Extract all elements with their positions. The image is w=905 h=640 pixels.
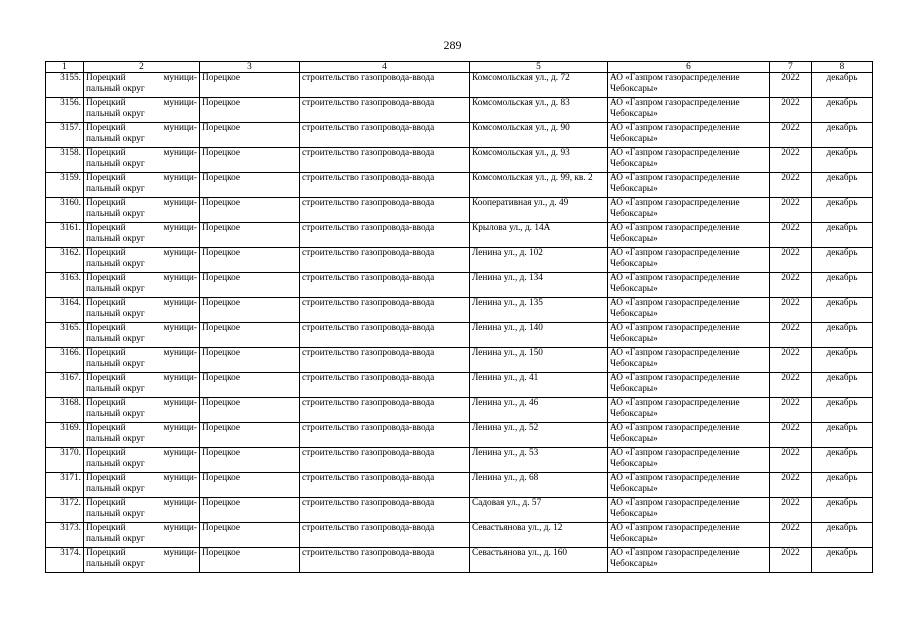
organization-line1: АО «Газпром газораспределение — [610, 248, 740, 258]
table-row — [46, 498, 873, 523]
header-row — [46, 62, 873, 73]
row-number: 3174. — [46, 548, 84, 573]
municipality-cell — [84, 248, 200, 273]
col-header-2: 2 — [84, 62, 200, 73]
work-type-cell: строительство газопровода-ввода — [300, 123, 470, 148]
municipality-cell — [84, 223, 200, 248]
address-cell: Кооперативная ул., д. 49 — [470, 198, 608, 223]
organization-line2: Чебоксары» — [610, 384, 658, 394]
table-row — [46, 198, 873, 223]
year-cell: 2022 — [770, 548, 812, 573]
municipality-type-part2: пальный округ — [86, 409, 145, 419]
organization-cell — [608, 248, 770, 273]
municipality-cell — [84, 123, 200, 148]
organization-line2: Чебоксары» — [610, 434, 658, 444]
organization-line2: Чебоксары» — [610, 134, 658, 144]
organization-line2: Чебоксары» — [610, 534, 658, 544]
organization-line2: Чебоксары» — [610, 109, 658, 119]
work-type-cell: строительство газопровода-ввода — [300, 298, 470, 323]
municipality-type-part1: муници- — [163, 473, 197, 483]
municipality-type-part1: муници- — [163, 198, 197, 208]
year-cell: 2022 — [770, 423, 812, 448]
municipality-cell — [84, 173, 200, 198]
settlement-cell: Порецкое — [200, 498, 300, 523]
address-cell: Ленина ул., д. 134 — [470, 273, 608, 298]
municipality-type-part2: пальный округ — [86, 209, 145, 219]
month-cell: декабрь — [812, 248, 873, 273]
municipality-name: Порецкий — [86, 273, 126, 283]
year-cell: 2022 — [770, 523, 812, 548]
organization-line2: Чебоксары» — [610, 284, 658, 294]
month-cell: декабрь — [812, 198, 873, 223]
year-cell: 2022 — [770, 98, 812, 123]
table-row — [46, 298, 873, 323]
municipality-type-part2: пальный округ — [86, 184, 145, 194]
work-type-cell: строительство газопровода-ввода — [300, 98, 470, 123]
work-type-cell: строительство газопровода-ввода — [300, 498, 470, 523]
municipality-type-part2: пальный округ — [86, 234, 145, 244]
organization-line1: АО «Газпром газораспределение — [610, 473, 740, 483]
organization-line1: АО «Газпром газораспределение — [610, 523, 740, 533]
organization-line2: Чебоксары» — [610, 484, 658, 494]
settlement-cell: Порецкое — [200, 148, 300, 173]
address-cell: Комсомольская ул., д. 99, кв. 2 — [470, 173, 608, 198]
row-number: 3162. — [46, 248, 84, 273]
row-number: 3165. — [46, 323, 84, 348]
address-cell: Комсомольская ул., д. 90 — [470, 123, 608, 148]
municipality-type-part1: муници- — [163, 123, 197, 133]
municipality-cell — [84, 398, 200, 423]
organization-line1: АО «Газпром газораспределение — [610, 198, 740, 208]
organization-line1: АО «Газпром газораспределение — [610, 498, 740, 508]
row-number: 3173. — [46, 523, 84, 548]
work-type-cell: строительство газопровода-ввода — [300, 173, 470, 198]
table-row — [46, 323, 873, 348]
organization-line2: Чебоксары» — [610, 184, 658, 194]
organization-cell — [608, 398, 770, 423]
organization-cell — [608, 123, 770, 148]
row-number: 3160. — [46, 198, 84, 223]
municipality-type-part2: пальный округ — [86, 459, 145, 469]
table-row — [46, 398, 873, 423]
year-cell: 2022 — [770, 473, 812, 498]
organization-line1: АО «Газпром газораспределение — [610, 73, 740, 83]
work-type-cell: строительство газопровода-ввода — [300, 373, 470, 398]
address-cell: Севастьянова ул., д. 160 — [470, 548, 608, 573]
month-cell: декабрь — [812, 523, 873, 548]
organization-cell — [608, 148, 770, 173]
address-cell: Ленина ул., д. 46 — [470, 398, 608, 423]
work-type-cell: строительство газопровода-ввода — [300, 73, 470, 98]
organization-cell — [608, 323, 770, 348]
settlement-cell: Порецкое — [200, 198, 300, 223]
table-row — [46, 473, 873, 498]
table-row — [46, 423, 873, 448]
municipality-name: Порецкий — [86, 73, 126, 83]
month-cell: декабрь — [812, 548, 873, 573]
municipality-type-part1: муници- — [163, 173, 197, 183]
organization-cell — [608, 523, 770, 548]
row-number: 3159. — [46, 173, 84, 198]
settlement-cell: Порецкое — [200, 423, 300, 448]
month-cell: декабрь — [812, 98, 873, 123]
municipality-type-part2: пальный округ — [86, 109, 145, 119]
organization-cell — [608, 223, 770, 248]
month-cell: декабрь — [812, 448, 873, 473]
organization-line2: Чебоксары» — [610, 259, 658, 269]
month-cell: декабрь — [812, 423, 873, 448]
settlement-cell: Порецкое — [200, 373, 300, 398]
row-number: 3171. — [46, 473, 84, 498]
municipality-type-part2: пальный округ — [86, 384, 145, 394]
row-number: 3169. — [46, 423, 84, 448]
organization-line1: АО «Газпром газораспределение — [610, 323, 740, 333]
municipality-name: Порецкий — [86, 473, 126, 483]
municipality-name: Порецкий — [86, 198, 126, 208]
municipality-cell — [84, 298, 200, 323]
municipality-type-part1: муници- — [163, 248, 197, 258]
row-number: 3155. — [46, 73, 84, 98]
address-cell: Ленина ул., д. 68 — [470, 473, 608, 498]
municipality-type-part2: пальный округ — [86, 84, 145, 94]
organization-cell — [608, 298, 770, 323]
table-row — [46, 523, 873, 548]
table-row — [46, 373, 873, 398]
work-type-cell: строительство газопровода-ввода — [300, 273, 470, 298]
organization-line2: Чебоксары» — [610, 409, 658, 419]
work-type-cell: строительство газопровода-ввода — [300, 398, 470, 423]
settlement-cell: Порецкое — [200, 548, 300, 573]
organization-cell — [608, 273, 770, 298]
organization-line1: АО «Газпром газораспределение — [610, 348, 740, 358]
row-number: 3166. — [46, 348, 84, 373]
settlement-cell: Порецкое — [200, 298, 300, 323]
municipality-cell — [84, 373, 200, 398]
work-type-cell: строительство газопровода-ввода — [300, 323, 470, 348]
month-cell: декабрь — [812, 298, 873, 323]
year-cell: 2022 — [770, 273, 812, 298]
municipality-name: Порецкий — [86, 223, 126, 233]
work-type-cell: строительство газопровода-ввода — [300, 473, 470, 498]
organization-line1: АО «Газпром газораспределение — [610, 298, 740, 308]
row-number: 3161. — [46, 223, 84, 248]
month-cell: декабрь — [812, 398, 873, 423]
work-type-cell: строительство газопровода-ввода — [300, 223, 470, 248]
organization-cell — [608, 473, 770, 498]
municipality-type-part1: муници- — [163, 423, 197, 433]
municipality-name: Порецкий — [86, 248, 126, 258]
month-cell: декабрь — [812, 73, 873, 98]
settlement-cell: Порецкое — [200, 223, 300, 248]
table-row — [46, 223, 873, 248]
work-type-cell: строительство газопровода-ввода — [300, 198, 470, 223]
municipality-type-part1: муници- — [163, 498, 197, 508]
register-table — [45, 61, 873, 573]
organization-line2: Чебоксары» — [610, 309, 658, 319]
page-number: 289 — [443, 38, 462, 52]
municipality-type-part1: муници- — [163, 373, 197, 383]
municipality-type-part1: муници- — [163, 98, 197, 108]
municipality-type-part1: муници- — [163, 73, 197, 83]
table-row — [46, 123, 873, 148]
address-cell: Ленина ул., д. 102 — [470, 248, 608, 273]
address-cell: Ленина ул., д. 150 — [470, 348, 608, 373]
municipality-cell — [84, 98, 200, 123]
address-cell: Ленина ул., д. 53 — [470, 448, 608, 473]
work-type-cell: строительство газопровода-ввода — [300, 423, 470, 448]
municipality-cell — [84, 548, 200, 573]
organization-line1: АО «Газпром газораспределение — [610, 548, 740, 558]
table-row — [46, 273, 873, 298]
work-type-cell: строительство газопровода-ввода — [300, 148, 470, 173]
month-cell: декабрь — [812, 373, 873, 398]
month-cell: декабрь — [812, 173, 873, 198]
address-cell: Ленина ул., д. 135 — [470, 298, 608, 323]
municipality-type-part2: пальный округ — [86, 259, 145, 269]
organization-line2: Чебоксары» — [610, 459, 658, 469]
organization-line1: АО «Газпром газораспределение — [610, 223, 740, 233]
municipality-type-part1: муници- — [163, 548, 197, 558]
municipality-name: Порецкий — [86, 423, 126, 433]
municipality-type-part2: пальный округ — [86, 134, 145, 144]
work-type-cell: строительство газопровода-ввода — [300, 448, 470, 473]
municipality-type-part1: муници- — [163, 348, 197, 358]
address-cell: Севастьянова ул., д. 12 — [470, 523, 608, 548]
organization-line2: Чебоксары» — [610, 159, 658, 169]
row-number: 3158. — [46, 148, 84, 173]
table-row — [46, 348, 873, 373]
organization-line2: Чебоксары» — [610, 209, 658, 219]
address-cell: Ленина ул., д. 140 — [470, 323, 608, 348]
organization-line1: АО «Газпром газораспределение — [610, 448, 740, 458]
municipality-cell — [84, 423, 200, 448]
organization-cell — [608, 548, 770, 573]
settlement-cell: Порецкое — [200, 348, 300, 373]
municipality-type-part2: пальный округ — [86, 559, 145, 569]
settlement-cell: Порецкое — [200, 173, 300, 198]
organization-line2: Чебоксары» — [610, 334, 658, 344]
table-row — [46, 98, 873, 123]
address-cell: Крылова ул., д. 14А — [470, 223, 608, 248]
month-cell: декабрь — [812, 148, 873, 173]
row-number: 3163. — [46, 273, 84, 298]
year-cell: 2022 — [770, 148, 812, 173]
settlement-cell: Порецкое — [200, 473, 300, 498]
organization-line2: Чебоксары» — [610, 84, 658, 94]
month-cell: декабрь — [812, 498, 873, 523]
table-row — [46, 148, 873, 173]
municipality-type-part2: пальный округ — [86, 334, 145, 344]
municipality-name: Порецкий — [86, 323, 126, 333]
municipality-type-part1: муници- — [163, 148, 197, 158]
year-cell: 2022 — [770, 248, 812, 273]
organization-line2: Чебоксары» — [610, 509, 658, 519]
municipality-name: Порецкий — [86, 298, 126, 308]
work-type-cell: строительство газопровода-ввода — [300, 348, 470, 373]
municipality-type-part2: пальный округ — [86, 534, 145, 544]
settlement-cell: Порецкое — [200, 123, 300, 148]
organization-line2: Чебоксары» — [610, 559, 658, 569]
organization-line1: АО «Газпром газораспределение — [610, 123, 740, 133]
month-cell: декабрь — [812, 123, 873, 148]
organization-cell — [608, 348, 770, 373]
settlement-cell: Порецкое — [200, 98, 300, 123]
municipality-cell — [84, 273, 200, 298]
work-type-cell: строительство газопровода-ввода — [300, 548, 470, 573]
municipality-cell — [84, 448, 200, 473]
municipality-type-part1: муници- — [163, 298, 197, 308]
year-cell: 2022 — [770, 498, 812, 523]
organization-line1: АО «Газпром газораспределение — [610, 273, 740, 283]
municipality-type-part1: муници- — [163, 398, 197, 408]
municipality-name: Порецкий — [86, 98, 126, 108]
municipality-type-part1: муници- — [163, 273, 197, 283]
col-header-5: 5 — [470, 62, 608, 73]
organization-line1: АО «Газпром газораспределение — [610, 423, 740, 433]
municipality-name: Порецкий — [86, 498, 126, 508]
municipality-cell — [84, 323, 200, 348]
municipality-name: Порецкий — [86, 523, 126, 533]
year-cell: 2022 — [770, 123, 812, 148]
municipality-name: Порецкий — [86, 398, 126, 408]
organization-cell — [608, 198, 770, 223]
municipality-name: Порецкий — [86, 448, 126, 458]
organization-cell — [608, 373, 770, 398]
settlement-cell: Порецкое — [200, 448, 300, 473]
col-header-7: 7 — [770, 62, 812, 73]
year-cell: 2022 — [770, 223, 812, 248]
organization-line1: АО «Газпром газораспределение — [610, 173, 740, 183]
organization-cell — [608, 448, 770, 473]
municipality-type-part2: пальный округ — [86, 359, 145, 369]
organization-line1: АО «Газпром газораспределение — [610, 373, 740, 383]
municipality-cell — [84, 73, 200, 98]
organization-line1: АО «Газпром газораспределение — [610, 398, 740, 408]
municipality-cell — [84, 348, 200, 373]
municipality-cell — [84, 198, 200, 223]
municipality-type-part1: муници- — [163, 523, 197, 533]
municipality-name: Порецкий — [86, 373, 126, 383]
year-cell: 2022 — [770, 448, 812, 473]
month-cell: декабрь — [812, 473, 873, 498]
table-row — [46, 73, 873, 98]
municipality-type-part2: пальный округ — [86, 434, 145, 444]
municipality-name: Порецкий — [86, 173, 126, 183]
col-header-4: 4 — [300, 62, 470, 73]
settlement-cell: Порецкое — [200, 73, 300, 98]
municipality-type-part2: пальный округ — [86, 309, 145, 319]
municipality-name: Порецкий — [86, 123, 126, 133]
municipality-name: Порецкий — [86, 348, 126, 358]
table-row — [46, 548, 873, 573]
row-number: 3170. — [46, 448, 84, 473]
address-cell: Комсомольская ул., д. 93 — [470, 148, 608, 173]
row-number: 3168. — [46, 398, 84, 423]
organization-line2: Чебоксары» — [610, 234, 658, 244]
address-cell: Садовая ул., д. 57 — [470, 498, 608, 523]
municipality-type-part1: муници- — [163, 448, 197, 458]
organization-cell — [608, 423, 770, 448]
municipality-type-part2: пальный округ — [86, 159, 145, 169]
year-cell: 2022 — [770, 323, 812, 348]
work-type-cell: строительство газопровода-ввода — [300, 248, 470, 273]
municipality-type-part2: пальный округ — [86, 284, 145, 294]
settlement-cell: Порецкое — [200, 248, 300, 273]
address-cell: Ленина ул., д. 41 — [470, 373, 608, 398]
address-cell: Ленина ул., д. 52 — [470, 423, 608, 448]
col-header-3: 3 — [200, 62, 300, 73]
row-number: 3164. — [46, 298, 84, 323]
municipality-cell — [84, 498, 200, 523]
year-cell: 2022 — [770, 398, 812, 423]
col-header-8: 8 — [812, 62, 873, 73]
month-cell: декабрь — [812, 273, 873, 298]
municipality-cell — [84, 148, 200, 173]
year-cell: 2022 — [770, 373, 812, 398]
month-cell: декабрь — [812, 348, 873, 373]
settlement-cell: Порецкое — [200, 398, 300, 423]
settlement-cell: Порецкое — [200, 523, 300, 548]
settlement-cell: Порецкое — [200, 323, 300, 348]
municipality-cell — [84, 523, 200, 548]
row-number: 3167. — [46, 373, 84, 398]
month-cell: декабрь — [812, 323, 873, 348]
table-row — [46, 448, 873, 473]
year-cell: 2022 — [770, 173, 812, 198]
year-cell: 2022 — [770, 298, 812, 323]
organization-cell — [608, 73, 770, 98]
address-cell: Комсомольская ул., д. 83 — [470, 98, 608, 123]
row-number: 3157. — [46, 123, 84, 148]
col-header-6: 6 — [608, 62, 770, 73]
address-cell: Комсомольская ул., д. 72 — [470, 73, 608, 98]
municipality-name: Порецкий — [86, 548, 126, 558]
year-cell: 2022 — [770, 73, 812, 98]
table-row — [46, 173, 873, 198]
municipality-type-part1: муници- — [163, 323, 197, 333]
organization-line1: АО «Газпром газораспределение — [610, 98, 740, 108]
municipality-cell — [84, 473, 200, 498]
organization-cell — [608, 498, 770, 523]
organization-line2: Чебоксары» — [610, 359, 658, 369]
table-row — [46, 248, 873, 273]
col-header-1: 1 — [46, 62, 84, 73]
organization-cell — [608, 98, 770, 123]
municipality-type-part1: муници- — [163, 223, 197, 233]
work-type-cell: строительство газопровода-ввода — [300, 523, 470, 548]
municipality-name: Порецкий — [86, 148, 126, 158]
year-cell: 2022 — [770, 198, 812, 223]
organization-line1: АО «Газпром газораспределение — [610, 148, 740, 158]
organization-cell — [608, 173, 770, 198]
year-cell: 2022 — [770, 348, 812, 373]
month-cell: декабрь — [812, 223, 873, 248]
settlement-cell: Порецкое — [200, 273, 300, 298]
municipality-type-part2: пальный округ — [86, 509, 145, 519]
row-number: 3156. — [46, 98, 84, 123]
municipality-type-part2: пальный округ — [86, 484, 145, 494]
row-number: 3172. — [46, 498, 84, 523]
